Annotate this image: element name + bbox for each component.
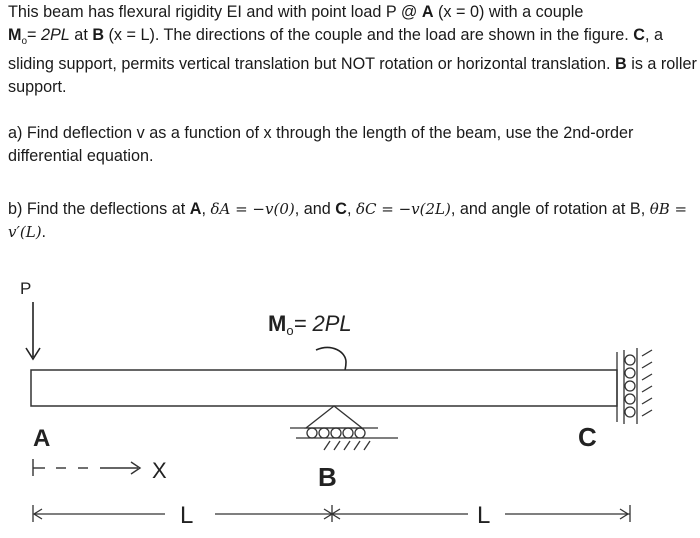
- question-a: a) Find deflection v as a function of x through the length of the beam, use the 2nd-order differential equation.: [8, 124, 634, 165]
- problem-statement: This beam has flexural rigidity EI and with point load P @ A (x = 0) with a couple $M_o= 2PL$ at B (x = L). The directions of the couple and the load are shown in the figure. C, a sliding support, permits vertical translation but NOT rotation or horizontal translation. B is a roller support.: [8, 3, 697, 97]
- dimension-line: [33, 505, 630, 522]
- point-load-arrow: [26, 302, 40, 359]
- load-label: P: [20, 279, 32, 298]
- question-b: b) Find the deflections at A, δA = −v(0), and C, δC = −v(2L), and angle of rotation at B, θB = v′(L).: [8, 200, 688, 241]
- dimension-label-L2: L: [477, 502, 491, 529]
- label-B: B: [318, 462, 337, 492]
- x-axis-label: X: [152, 458, 167, 483]
- sliding-support-C: [617, 348, 652, 424]
- label-C: C: [578, 422, 597, 452]
- label-A: A: [33, 425, 51, 452]
- moment-label: Mo= 2PL: [268, 311, 352, 338]
- roller-support-B: [290, 406, 398, 450]
- dimension-label-L1: L: [180, 502, 194, 529]
- x-axis-indicator: [33, 459, 140, 476]
- beam: [31, 370, 617, 406]
